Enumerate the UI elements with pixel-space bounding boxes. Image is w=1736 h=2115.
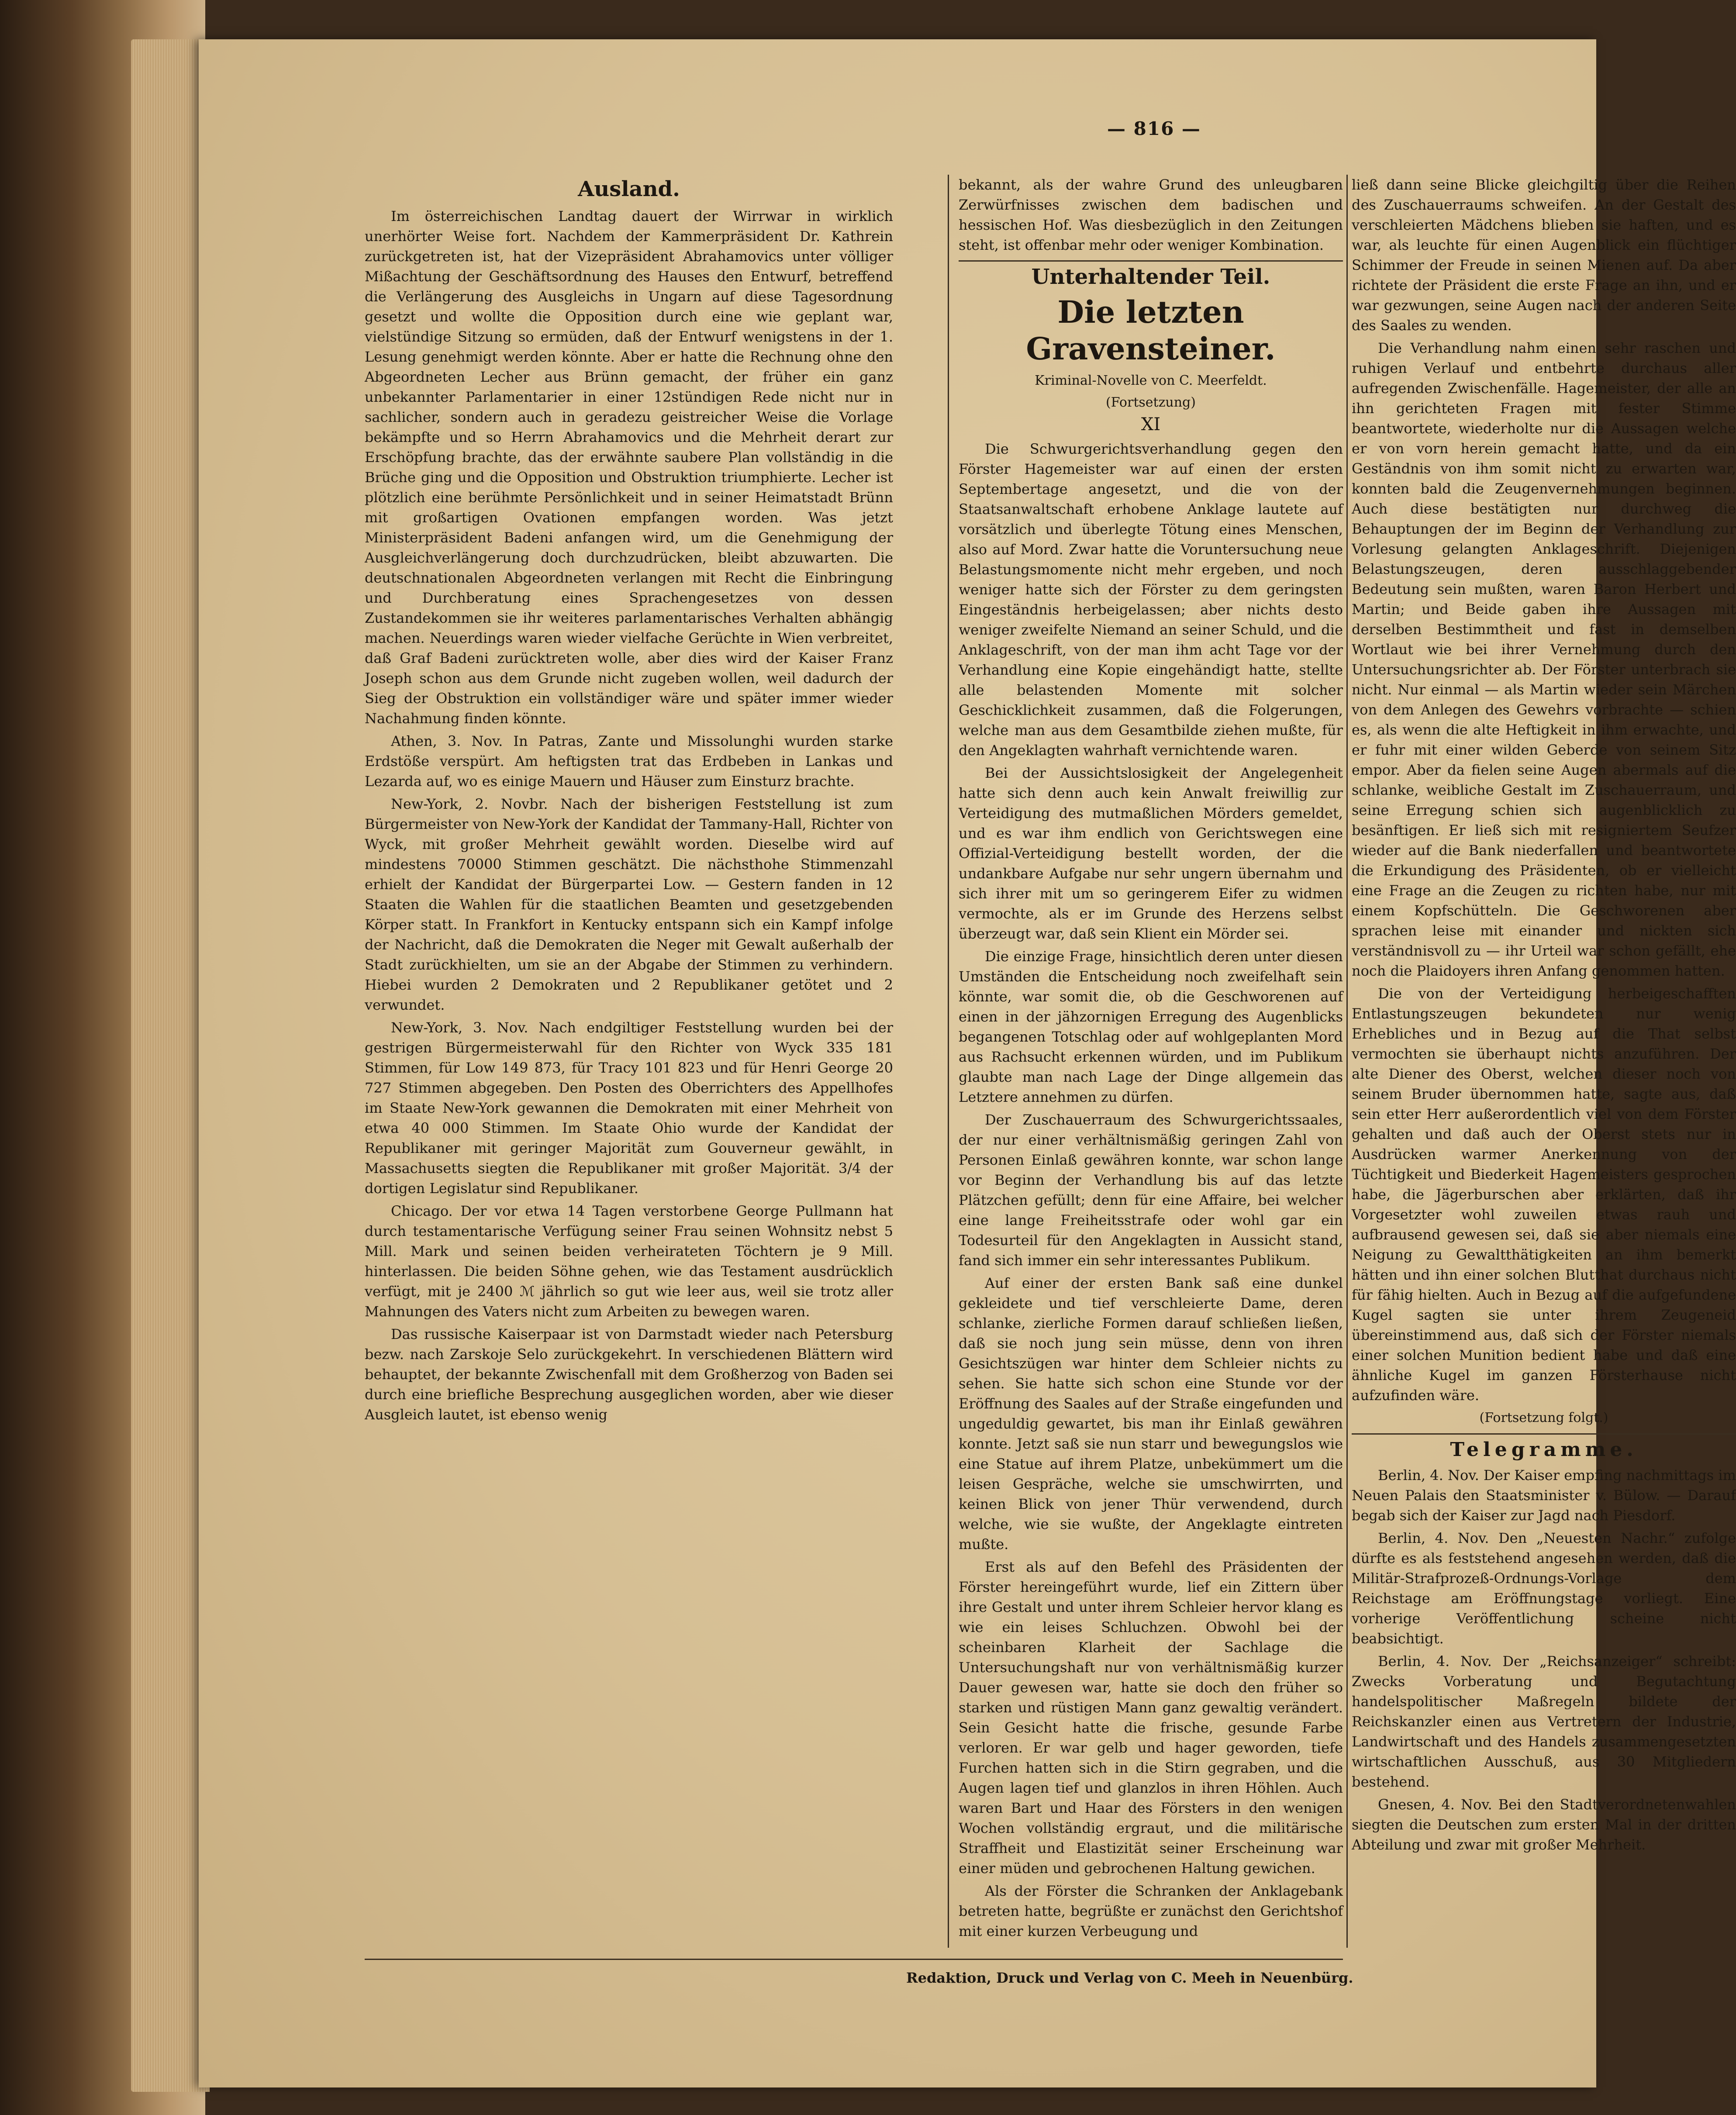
telegram-item: Berlin, 4. Nov. Der Kaiser empfing nachmittags im Neuen Palais den Staatsminister v. Bülow. — Darauf begab sich der Kaiser zur Jagd nach Piesdorf. — [1352, 1467, 1736, 1524]
imprint-footer: Redaktion, Druck und Verlag von C. Meeh in Neuenbürg. — [906, 1970, 1353, 1986]
ausland-paragraph: Im österreichischen Landtag dauert der Wirrwar in wirklich unerhörter Weise fort. Nachdem der Kammerpräsident Dr. Kathrein zurückgetreten ist, hat der Vizepräsident Abrahamovics unter völliger Mißachtung der Geschäftsordnung des Hauses den Entwurf, betreffend die Verlängerung des Ausgleichs in Ungarn auf diese Tagesordnung gesetzt und wollte die Opposition durch eine wie geplant war, vielstündige Sitzung so ermüden, daß der Entwurf wenigstens in der 1. Lesung genehmigt werden könnte. Aber er hatte die Rechnung ohne den Abgeordneten Lecher aus Brünn gemacht, der früher ein ganz unbekannter Parlamentarier in einer 12stündigen Rede nicht nur in sachlicher, sondern auch in geradezu geistreicher Weise die Vorlage bekämpfte und so Herrn Abrahamovics und die Mehrheit derart zur Erschöpfung brachte, das der erwähnte saubere Plan vollständig in die Brüche ging und die Opposition und Obstruktion triumphierte. Lecher ist plötzlich eine berühmte Persönlichkeit und in seiner Heimatstadt Brünn mit großartigen Ovationen empfangen worden. Was jetzt Ministerpräsident Badeni anfangen wird, um die Genehmigung der Ausgleichverlängerung doch durchzudrücken, bleibt abzuwarten. Die deutschnationalen Abgeordneten verlangen mit Recht die Einbringung und Durchberatung eines Sprachengesetzes von dessen Zustandekommen sie ihr weiteres parlamentarisches Verhalten abhängig machen. Neuerdings waren wieder vielfache Gerüchte in Wien verbreitet, daß Graf Badeni zurücktreten wolle, aber dies wird der Kaiser Franz Joseph schon aus dem Grunde nicht zugeben wollen, weil dadurch der Sieg der Obstruktion ein vollständiger wäre und später immer wieder Nachahmung finden könnte. — [365, 208, 893, 727]
telegram-item: Berlin, 4. Nov. Den „Neuesten Nachr.“ zufolge dürfte es als feststehend angesehen werden, daß die Militär-Strafprozeß-Ordnungs-Vorlage dem Reichstage am Eröffnungstage vorliegt. Eine vorherige Veröffentlichung scheine nicht beabsichtigt. — [1352, 1530, 1736, 1647]
story-paragraph: Bei der Aussichtslosigkeit der Angelegenheit hatte sich denn auch kein Anwalt freiwillig zur Verteidigung des mutmaßlichen Mörders gemeldet, und es war ihm endlich von Gerichtswegen eine Offizial-Verteidigung bestellt worden, der die undankbare Aufgabe nur sehr ungern übernahm und sich ihrer mit um so geringerem Eifer zu widmen vermochte, als er im Grunde des Herzens selbst überzeugt war, daß sein Klient ein Mörder sei. — [959, 765, 1343, 942]
story-chapter: XI — [1141, 414, 1161, 435]
story-subtitle: Kriminal-Novelle von C. Meerfeldt. — [1035, 373, 1267, 388]
story-paragraph: Der Zuschauerraum des Schwurgerichtssaales, der nur einer verhältnismäßig geringen Zahl von Personen Einlaß gewähren konnte, war schon lange vor Beginn der Verhandlung bis auf das letzte Plätzchen gefüllt; denn für eine Affaire, bei welcher eine lange Freiheitsstrafe oder wohl gar ein Todesurteil für den Angeklagten in Aussicht stand, fand sich immer ein sehr interessantes Publikum. — [959, 1111, 1343, 1269]
col2-intro: bekannt, als der wahre Grund des unleugbaren Zerwürfnisses zwischen dem badischen und hessischen Hof. Was diesbezüglich in den Zeitungen steht, ist offenbar mehr oder weniger Kombination. — [959, 176, 1343, 253]
ausland-paragraph: New-York, 2. Novbr. Nach der bisherigen Feststellung ist zum Bürgermeister von New-York der Kandidat der Tammany-Hall, Richter von Wyck, mit großer Mehrheit gewählt worden. Dieselbe wird auf mindestens 70000 Stimmen geschätzt. Die nächsthohe Stimmenzahl erhielt der Kandidat der Bürgerpartei Low. — Gestern fanden in 12 Staaten die Wahlen für die staatlichen Beamten und gesetzgebenden Körper statt. In Frankfort in Kentucky entspann sich ein Kampf infolge der Nachricht, daß die Demokraten die Neger mit Gewalt außerhalb der Stadt zurückhielten, um sie an der Abgabe der Stimmen zu verhindern. Hiebei wurden 2 Demokraten und 2 Republikaner getötet und 2 verwundet. — [365, 796, 893, 1013]
story-paragraph: Die einzige Frage, hinsichtlich deren unter diesen Umständen die Entscheidung noch zweifelhaft sein könnte, war somit die, ob die Geschworenen auf einen in der jähzornigen Erregung des Augenblicks begangenen Totschlag oder auf wohlgeplanten Mord aus Rachsucht erkennen würden, und im Publikum glaubte man nach Lage der Dinge allgemein das Letztere annehmen zu dürfen. — [959, 948, 1343, 1105]
column-feuilleton — [959, 175, 1343, 1943]
story-paragraph: Auf einer der ersten Bank saß eine dunkel gekleidete und tief verschleierte Dame, deren schlanke, zierliche Formen darauf schließen ließen, daß sie noch jung sein müsse, denn von ihren Gesichtszügen war hinter dem Schleier nichts zu sehen. Sie hatte sich schon eine Stunde vor der Eröffnung des Saales auf der Straße eingefunden und ungeduldig gewartet, bis man ihr Einlaß gewähren konnte. Jetzt saß sie nun starr und bewegungslos wie eine Statue auf ihrem Platze, unbekümmert um die leisen Gespräche, welche sie umschwirrten, und keinen Blick von jener Thür verwendend, durch welche, wie sie wußte, der Angeklagte eintreten mußte. — [959, 1275, 1343, 1553]
ausland-paragraph: Athen, 3. Nov. In Patras, Zante und Missolunghi wurden starke Erdstöße verspürt. Am heftigsten trat das Erdbeben in Lankas und Lezarda auf, wo es einige Mauern und Häuser zum Einsturz brachte. — [365, 733, 893, 790]
ausland-paragraph: Das russische Kaiserpaar ist von Darmstadt wieder nach Petersburg bezw. nach Zarskoje Selo zurückgekehrt. In verschiedenen Blättern wird behauptet, der bekannte Zwischenfall mit dem Großherzog von Baden sei durch eine briefliche Besprechung ausgeglichen worden, aber wie dieser Ausgleich lautet, ist ebenso wenig — [365, 1326, 893, 1423]
story-paragraph: Die Schwurgerichtsverhandlung gegen den Förster Hagemeister war auf einen der ersten Septembertage angesetzt, und die von der Staatsanwaltschaft erhobene Anklage lautete auf vorsätzlich und überlegte Tötung eines Menschen, also auf Mord. Zwar hatte die Voruntersuchung neue Belastungsmomente nicht mehr ergeben, und noch weniger hatte sich der Förster zu dem geringsten Eingeständnis herbeigelassen; aber nichts desto weniger zweifelte Niemand an seiner Schuld, und die Anklageschrift, von der man ihm acht Tage vor der Verhandlung eine Kopie eingehändigt hatte, stellte alle belastenden Momente mit solcher Geschicklichkeit zusammen, daß die Folgerungen, welche man aus dem Gesamtbilde ziehen mußte, für den Angeklagten wahrhaft vernichtende waren. — [959, 441, 1343, 759]
telegram-item: Gnesen, 4. Nov. Bei den Stadtverordnetenwahlen siegten die Deutschen zum ersten Mal in der dritten Abteilung und zwar mit großer Mehrheit. — [1352, 1796, 1736, 1853]
telegram-item: Berlin, 4. Nov. Der „Reichsanzeiger“ schreibt: Zwecks Vorberatung und Begutachtung handelspolitischer Maßregeln bildete der Reichskanzler einen aus Vertretern der Industrie, Landwirtschaft und des Handels zusammengesetzten wirtschaftlichen Ausschuß, aus 30 Mitgliedern bestehend. — [1352, 1653, 1736, 1790]
story-paragraph: Erst als auf den Befehl des Präsidenten der Förster hereingeführt wurde, lief ein Zittern über ihre Gestalt und unter ihrem Schleier hervor klang es wie ein leises Schluchzen. Obwohl bei der scheinbaren Klarheit der Sachlage die Untersuchungshaft nur von verhältnismäßig kurzer Dauer gewesen war, hatte sie doch den früher so starken und rüstigen Mann ganz gewaltig verändert. Sein Gesicht hatte die frische, gesunde Farbe verloren. Er war gelb und hager geworden, tiefe Furchen hatten sich in die Stirn gegraben, und die Augen lagen tief und glanzlos in ihren Höhlen. Auch waren Bart und Haar des Försters in den wenigen Wochen vollständig ergraut, und die militärische Straffheit und Elastizität seiner Erscheinung war einer müden und gebrochenen Haltung gewichen. — [959, 1559, 1343, 1877]
ausland-paragraph: New-York, 3. Nov. Nach endgiltiger Feststellung wurden bei der gestrigen Bürgermeisterwahl für den Richter von Wyck 335 181 Stimmen, für Low 149 873, für Tracy 101 823 und für Henri George 20 727 Stimmen abgegeben. Den Posten des Oberrichters des Appellhofes im Staate New-York gewannen die Demokraten mit einer Mehrheit von etwa 40 000 Stimmen. Im Staate Ohio wurde der Kandidat der Republikaner mit geringer Majorität zum Gouverneur gewählt, in Massachusetts siegten die Republikaner mit großer Majorität. 3/4 der dortigen Legislatur sind Republikaner. — [365, 1019, 893, 1197]
footer-rule — [365, 1959, 1343, 1960]
story-paragraph: ließ dann seine Blicke gleichgiltig über die Reihen des Zuschauerraums schweifen. An der Gestalt des verschleierten Mädchens blieben sie haften, und es war, als leuchte für einen Augenblick ein flüchtiger Schimmer der Freude in seinen Mienen auf. Da aber richtete der Präsident die erste Frage an ihn, und er war gezwungen, seine Augen nach der anderen Seite des Saales zu wenden. — [1352, 176, 1736, 334]
column-divider-2 — [1346, 175, 1348, 1948]
ausland-title: Ausland. — [578, 177, 680, 201]
story-title: Die letzten Gravensteiner. — [1026, 294, 1276, 367]
story-follow-note: (Fortsetzung folgt.) — [1479, 1410, 1608, 1425]
telegram-title: Telegramme. — [1450, 1439, 1638, 1461]
feuilleton-title: Unterhaltender Teil. — [1031, 265, 1270, 289]
column-ausland — [365, 175, 893, 1943]
newspaper-page — [199, 39, 1736, 2087]
column-story-telegrams — [1352, 175, 1736, 1943]
column-divider-1 — [948, 175, 949, 1948]
story-paragraph: Die von der Verteidigung herbeigeschafften Entlastungszeugen bekundeten nur wenig Erhebliches und in Bezug auf die That selbst vermochten sie überhaupt nichts anzuführen. Der alte Diener des Oberst, welchen dieser noch von seinem Bruder übernommen hatte, sagte aus, daß sein etter Herr außerordentlich viel von dem Förster gehalten und daß auch der Oberst stets nur in Ausdrücken warmer Anerkennung von der Tüchtigkeit und Biederkeit Hagemeisters gesprochen habe, die Jägerburschen aber erklärten, daß ihr Vorgesetzter wohl zuweilen etwas rauh und aufbrausend gewesen sei, daß sie aber niemals eine Neigung zu Gewaltthätigkeiten an ihm bemerkt hätten und ihn einer solchen Blutthat durchaus nicht für fähig hielten. Auch in Bezug auf die aufgefundene Kugel sagten sie unter ihrem Zeugeneid übereinstimmend aus, daß sich der Förster niemals einer solchen Munition bedient habe und daß eine ähnliche Kugel im ganzen Försterhause nicht aufzufinden wäre. — [1352, 985, 1736, 1404]
story-paragraph: Als der Förster die Schranken der Anklagebank betreten hatte, begrüßte er zunächst den Gerichtshof mit einer kurzen Verbeugung und — [959, 1883, 1343, 1939]
section-rule — [959, 260, 1343, 262]
page-number: — 816 — — [1107, 118, 1201, 139]
ausland-paragraph: Chicago. Der vor etwa 14 Tagen verstorbene George Pullmann hat durch testamentarische Verfügung seiner Frau seinen Wohnsitz nebst 5 Mill. Mark und seinen beiden verheirateten Töchtern je 9 Mill. hinterlassen. Die beiden Söhne gehen, wie das Testament ausdrücklich verfügt, mit je 2400 ℳ jährlich so gut wie leer aus, weil sie trotz aller Mahnungen des Vaters nicht zum Arbeiten zu bewegen waren. — [365, 1203, 893, 1320]
section-rule — [1352, 1433, 1736, 1435]
story-paragraph: Die Verhandlung nahm einen sehr raschen und ruhigen Verlauf und entbehrte durchaus aller aufregenden Zwischenfälle. Hagemeister, der alle an ihn gerichteten Fragen mit fester Stimme beantwortete, wiederholte nur die Aussagen welche er von vorn herein gemacht hatte, und da ein Geständnis von ihm somit nicht zu erwarten war, konnten bald die Zeugenvernehmungen beginnen. Auch diese bestätigten nur durchweg die Behauptungen der im Beginn der Verhandlung zur Vorlesung gelangten Anklageschrift. Diejenigen Belastungszeugen, deren ausschlaggebender Bedeutung sein mußten, waren Baron Herbert und Martin; und Beide gaben ihre Aussagen mit derselben Bestimmtheit und fast in demselben Wortlaut wie bei ihrer Vernehmung durch den Untersuchungsrichter ab. Der Förster unterbrach sie nicht. Nur einmal — als Martin wieder sein Märchen von dem Anlegen des Gewehrs vorbrachte — schien es, als wenn die alte Heftigkeit in ihm erwachte, und er fuhr mit einer wilden Geberde von seinem Sitz empor. Aber da fielen seine Augen abermals auf die schlanke, weibliche Gestalt im Zuschauerraum, und seine Erregung schien sich augenblicklich zu besänftigen. Er ließ sich mit resigniertem Seufzer wieder auf die Bank niederfallen und beantwortete die Erkundigung des Präsidenten, ob er vielleicht eine Frage an die Zeugen zu richten habe, nur mit einem Kopfschütteln. Die Geschworenen aber sprachen leise mit einander und nickten sich verständnisvoll zu — ihr Urteil war schon gefällt, ehe noch die Plaidoyers ihren Anfang genommen hatten. — [1352, 340, 1736, 979]
page-stack-edge — [131, 39, 210, 2092]
story-continuation: (Fortsetzung) — [1106, 395, 1196, 410]
